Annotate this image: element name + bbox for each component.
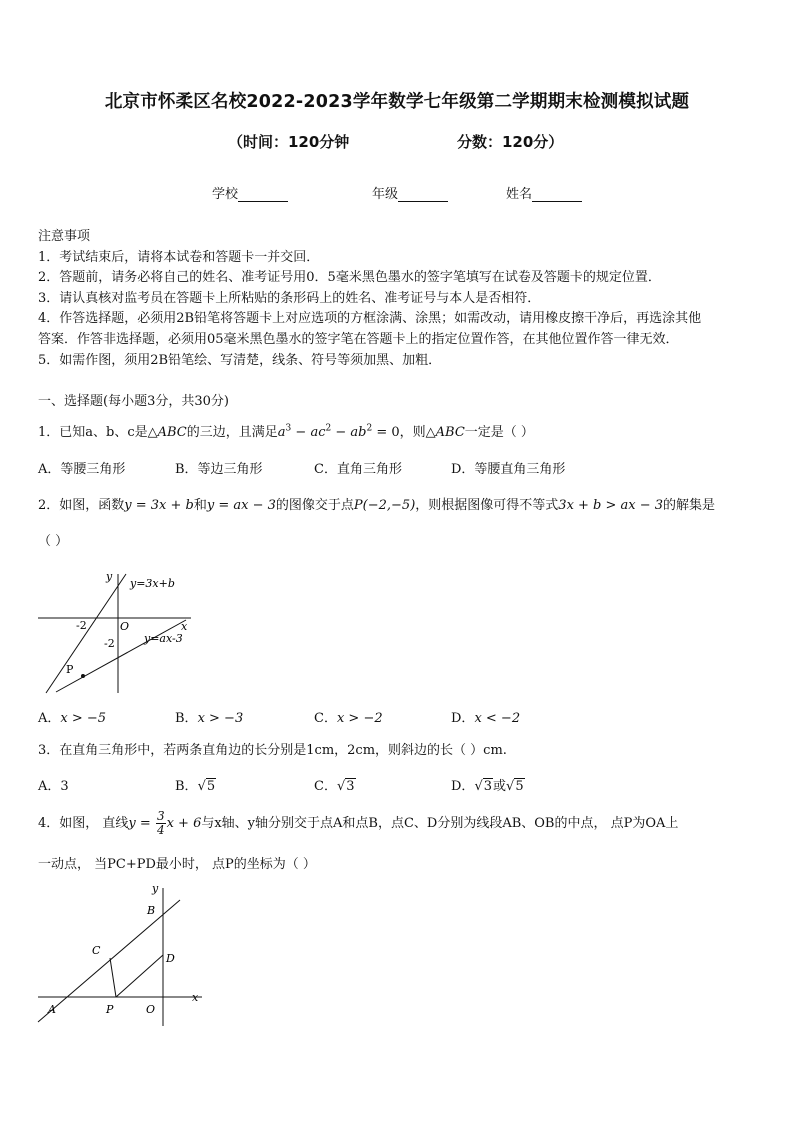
q2-text-3: 的图像交于点 — [275, 498, 354, 513]
q2-text-5: 的解集是 — [663, 498, 716, 513]
school-field — [212, 183, 288, 202]
note-item: 5．如需作图，须用2B铅笔绘、写清楚，线条、符号等须加黑、加粗． — [38, 353, 442, 368]
q1-option-b: B．等边三角形 — [175, 462, 263, 477]
line-label-1: y=3x+b — [130, 577, 175, 590]
segment-pd — [116, 955, 163, 997]
q2-function-1: y = 3x + b — [124, 498, 194, 513]
q4-figure — [34, 880, 214, 1030]
q4-text-1: 4．如图， 直线 — [38, 816, 129, 831]
x-axis-label: x — [181, 620, 188, 633]
q1-text-4: 一定是（ ） — [464, 425, 534, 440]
q2-text-2: 和 — [193, 498, 207, 513]
q1-text-2: 的三边，且满足 — [186, 425, 278, 440]
q2-inequality: 3x + b > ax − 3 — [558, 498, 664, 513]
exam-title: 北京市怀柔区名校2022-2023学年数学七年级第二学期期末检测模拟试题 — [104, 92, 690, 112]
school-blank — [238, 189, 288, 202]
q2-option-c: C．x > −2 — [314, 711, 383, 726]
q1-triangle-2: △ABC — [425, 425, 465, 440]
q1-option-d: D．等腰直角三角形 — [451, 462, 566, 477]
question-3: 3．在直角三角形中，若两条直角边的长分别是1cm，2cm，则斜边的长（ ）cm. — [38, 743, 507, 758]
score-label: 分数：120分） — [457, 133, 564, 151]
q4-line-2: 一动点， 当PC+PD最小时， 点P的坐标为（ ） — [38, 857, 316, 872]
q2-option-d: D．x < −2 — [451, 711, 521, 726]
q3-option-d: D．√3或√5 — [451, 779, 524, 794]
note-item: 3．请认真核对监考员在答题卡上所粘贴的条形码上的姓名、准考证号与本人是否相符． — [38, 291, 541, 306]
grade-field — [372, 183, 448, 202]
q2-paren: （ ） — [38, 534, 69, 549]
name-field — [506, 183, 582, 202]
note-item: 2．答题前，请务必将自己的姓名、准考证号用0．5毫米黑色墨水的签字笔填写在试卷及答题卡的规定位置． — [38, 270, 661, 285]
q4-equation: y = $\frac{3}{4}$ x + 6 — [128, 809, 202, 837]
name-label: 姓名 — [506, 187, 533, 202]
question-2 — [38, 494, 715, 513]
name-blank — [532, 189, 582, 202]
segment-pc — [110, 958, 116, 997]
note-item: 4．作答选择题，必须用2B铅笔将答题卡上对应选项的方框涂满、涂黑；如需改动，请用橡皮擦干净后，再选涂其他 — [38, 311, 702, 326]
line-label-2: y=ax-3 — [144, 632, 183, 645]
point-p-label: P — [66, 663, 74, 676]
point-p-label: P — [106, 1003, 114, 1016]
grade-label: 年级 — [372, 187, 399, 202]
q2-option-a: A．x > −5 — [38, 711, 107, 726]
q2-point: P(−2,−5) — [353, 498, 416, 513]
y-axis-label: y — [106, 570, 113, 583]
q2-function-2: y = ax − 3 — [206, 498, 276, 513]
q2-figure — [36, 568, 196, 698]
q3-option-a: A．3 — [38, 779, 69, 794]
tick-label-neg2-y: -2 — [104, 637, 115, 650]
q1-text-1: 1．已知a、b、c是 — [38, 425, 148, 440]
q2-option-b: B．x > −3 — [175, 711, 244, 726]
time-label: （时间：120分钟 — [228, 133, 350, 151]
q1-option-c: C．直角三角形 — [314, 462, 402, 477]
q1-text-3: ，则 — [399, 425, 426, 440]
school-label: 学校 — [212, 187, 239, 202]
notes-heading: 注意事项 — [38, 229, 91, 244]
question-4 — [38, 810, 678, 837]
q1-triangle-1: △ABC — [147, 425, 187, 440]
tick-label-neg2-x: -2 — [76, 619, 87, 632]
q3-option-c: C．√3 — [314, 779, 355, 794]
origin-label: O — [120, 620, 130, 633]
point-p — [81, 674, 85, 678]
origin-label: O — [146, 1003, 156, 1016]
note-item: 1．考试结束后，请将本试卷和答题卡一并交回． — [38, 250, 320, 265]
point-a-label: A — [48, 1003, 56, 1016]
grade-blank — [398, 189, 448, 202]
point-c-label: C — [92, 944, 101, 957]
y-axis-label: y — [152, 882, 159, 895]
q1-equation: $a^3 - ac^2 - ab^2 = 0$ — [277, 423, 400, 440]
x-axis-label: x — [192, 991, 199, 1004]
section-heading: 一、选择题(每小题3分，共30分) — [38, 394, 229, 409]
q3-option-b: B．√5 — [175, 779, 216, 794]
point-b-label: B — [147, 904, 156, 917]
question-1 — [38, 421, 534, 440]
q2-text-4: ，则根据图像可得不等式 — [415, 498, 559, 513]
q2-text-1: 2．如图，函数 — [38, 498, 125, 513]
q1-option-a: A．等腰三角形 — [38, 462, 126, 477]
q4-text-2: 与x轴、y轴分别交于点A和点B，点C、D分别为线段AB、OB的中点， 点P为OA上 — [201, 816, 679, 831]
point-d-label: D — [166, 952, 175, 965]
note-item: 答案．作答非选择题，必须用05毫米黑色墨水的签字笔在答题卡上的指定位置作答，在其他位置作答一律无效． — [38, 332, 679, 347]
